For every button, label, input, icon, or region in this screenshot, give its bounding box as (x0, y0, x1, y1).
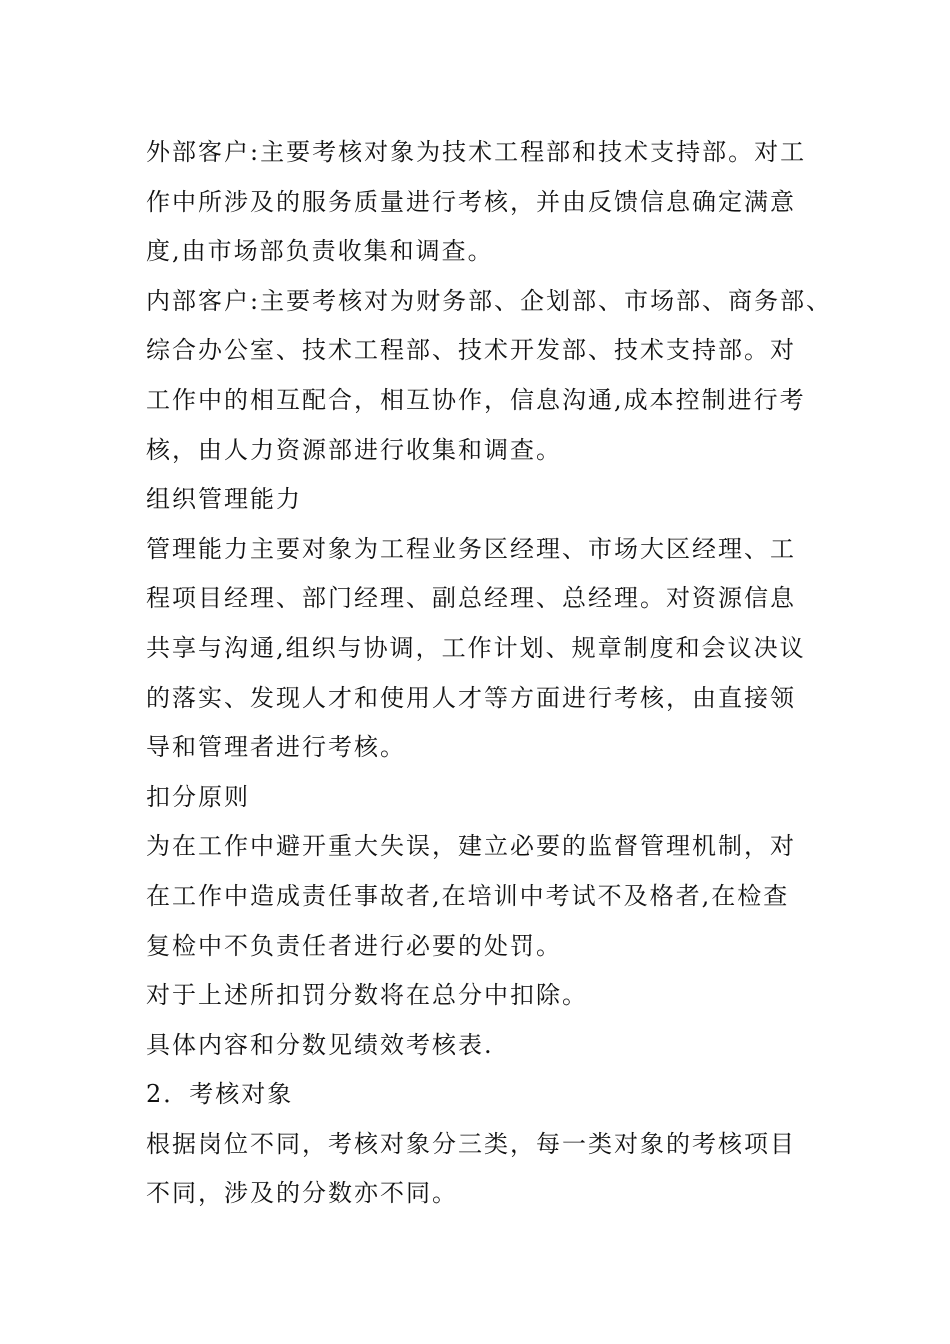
text-line: 度,由市场部负责收集和调查。 (146, 237, 494, 266)
text-line: 综合办公室、技术工程部、技术开发部、技术支持部。对 (146, 336, 796, 365)
text-line: 共享与沟通,组织与协调，工作计划、规章制度和会议决议 (146, 633, 806, 662)
text-line: 的落实、发现人才和使用人才等方面进行考核，由直接领 (146, 683, 796, 712)
text-line: 对于上述所扣罚分数将在总分中扣除。 (146, 981, 588, 1010)
text-line: 外部客户:主要考核对象为技术工程部和技术支持部。对工 (146, 138, 807, 166)
document-body (146, 128, 833, 1219)
text-line: 工作中的相互配合，相互协作，信息沟通,成本控制进行考 (146, 385, 806, 414)
text-line: 为在工作中避开重大失误，建立必要的监督管理机制，对 (146, 832, 796, 861)
text-line: 不同，涉及的分数亦不同。 (146, 1179, 458, 1208)
section-heading: 2．考核对象 (146, 1080, 294, 1109)
text-line: 导和管理者进行考核。 (146, 733, 406, 762)
section-heading: 扣分原则 (146, 782, 250, 811)
text-line: 作中所涉及的服务质量进行考核，并由反馈信息确定满意 (146, 187, 796, 216)
text-line: 核，由人力资源部进行收集和调查。 (146, 435, 562, 464)
text-line: 在工作中造成责任事故者,在培训中考试不及格者,在检查 (146, 881, 790, 910)
text-line: 根据岗位不同，考核对象分三类，每一类对象的考核项目 (146, 1129, 796, 1158)
text-line: 内部客户:主要考核对为财务部、企划部、市场部、商务部、 (146, 286, 833, 315)
text-line: 具体内容和分数见绩效考核表. (146, 1030, 494, 1059)
text-line: 复检中不负责任者进行必要的处罚。 (146, 931, 562, 960)
section-heading: 组织管理能力 (146, 485, 302, 514)
text-line: 管理能力主要对象为工程业务区经理、市场大区经理、工 (146, 534, 796, 563)
text-line: 程项目经理、部门经理、副总经理、总经理。对资源信息 (146, 584, 796, 613)
